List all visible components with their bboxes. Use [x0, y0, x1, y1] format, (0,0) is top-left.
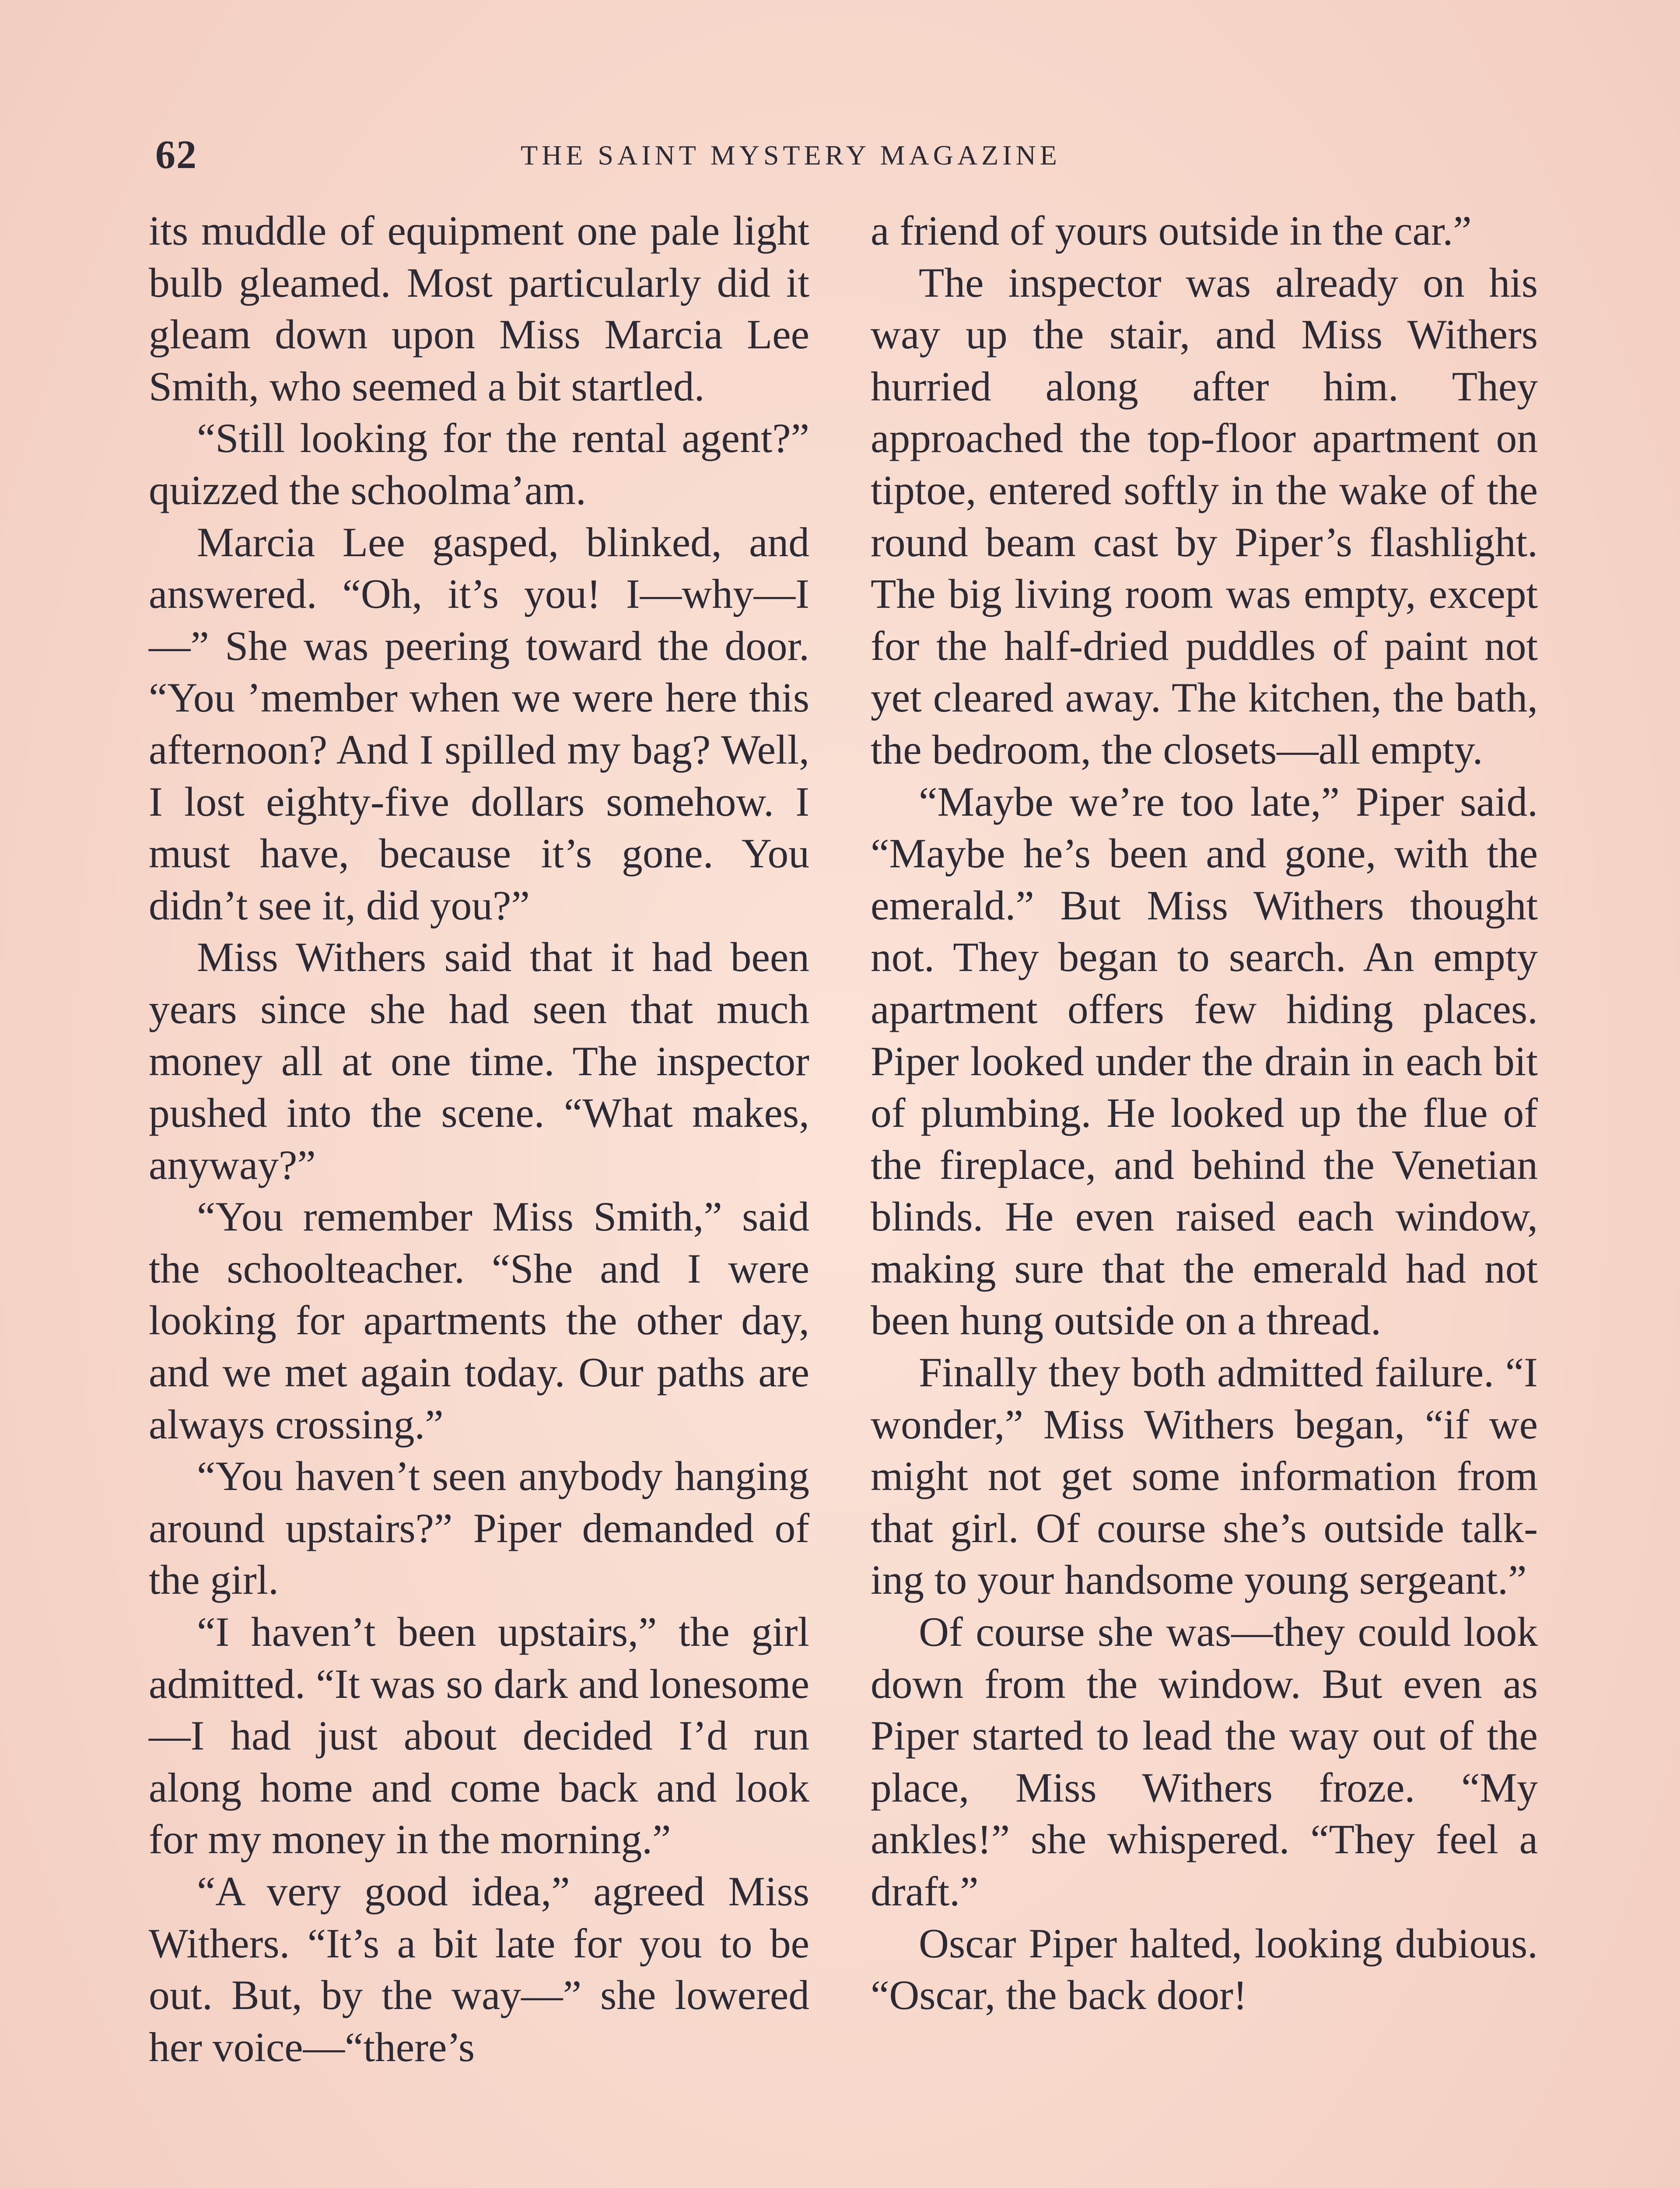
paragraph: Of course she was—they could look down from the window. But even as Piper started to lead the way out of the place, Miss Withers froze. “My ankles!” she whispered. “They feel a draft.” [871, 1609, 1538, 1914]
paragraph: a friend of yours outside in the car.” [871, 207, 1472, 254]
running-head [155, 131, 1533, 184]
paragraph: “A very good idea,” agreed Miss Withers. “It’s a bit late for you to be out. But, by the way—” she lowered her voice—“there’s [149, 1868, 809, 2070]
paragraph: “Maybe we’re too late,” Piper said. “Maybe he’s been and gone, with the emerald.” But Miss Withers thought not. They began to search. An empty apartment offers few hiding places. Piper looked under the drain in each bit of plumbing. He looked up the flue of the fireplace, and behind the Venetian blinds. He even raised each window, making sure that the emerald had not been hung outside on a thread. [871, 778, 1538, 1344]
paragraph: its muddle of equipment one pale light bulb gleamed. Most particularly did it gleam down upon Miss Marcia Lee Smith, who seemed a bit startled. [149, 207, 809, 410]
paragraph: “You haven’t seen anybody hanging around upstairs?” Piper demanded of the girl. [149, 1453, 809, 1603]
paragraph: “Still looking for the rental agent?” quizzed the schoolma’am. [149, 415, 809, 513]
paragraph: “You remember Miss Smith,” said the schoolteacher. “She and I were looking for apartments the other day, and we met again today. Our paths are always crossing.” [149, 1193, 809, 1448]
paragraph: “I haven’t been upstairs,” the girl admitted. “It was so dark and lonesome—I had just about decided I’d run along home and come back and look for my money in the morning.” [149, 1609, 809, 1863]
paragraph: Miss Withers said that it had been years since she had seen that much money all at one time. The inspector pushed into the scene. “What makes, anyway?” [149, 934, 809, 1188]
paragraph: Oscar Piper halted, looking dubious. “Oscar, the back door! [871, 1920, 1538, 2019]
magazine-title: THE SAINT MYSTERY MAGAZINE [521, 140, 1061, 171]
left-column [149, 205, 809, 2073]
paragraph: Marcia Lee gasped, blinked, and answered. “Oh, it’s you! I—why—I—” She was peering toward the door. “You ’member when we were here this afternoon? And I spilled my bag? Well, I lost eighty-five dollars somehow. I must have, because it’s gone. You didn’t see it, did you?” [149, 519, 809, 929]
paragraph: Finally they both admitted failure. “I wonder,” Miss Withers began, “if we might not get some information from that girl. Of course she’s outside talking to your handsome young sergeant.” [871, 1349, 1538, 1603]
paragraph: The inspector was already on his way up the stair, and Miss Withers hurried along after him. They approached the top-floor apartment on tiptoe, entered softly in the wake of the round beam cast by Piper’s flashlight. The big living room was empty, except for the half-dried puddles of paint not yet cleared away. The kitchen, the bath, the bedroom, the closets—all empty. [871, 259, 1538, 773]
page-number: 62 [155, 132, 197, 177]
right-column [871, 205, 1538, 2021]
